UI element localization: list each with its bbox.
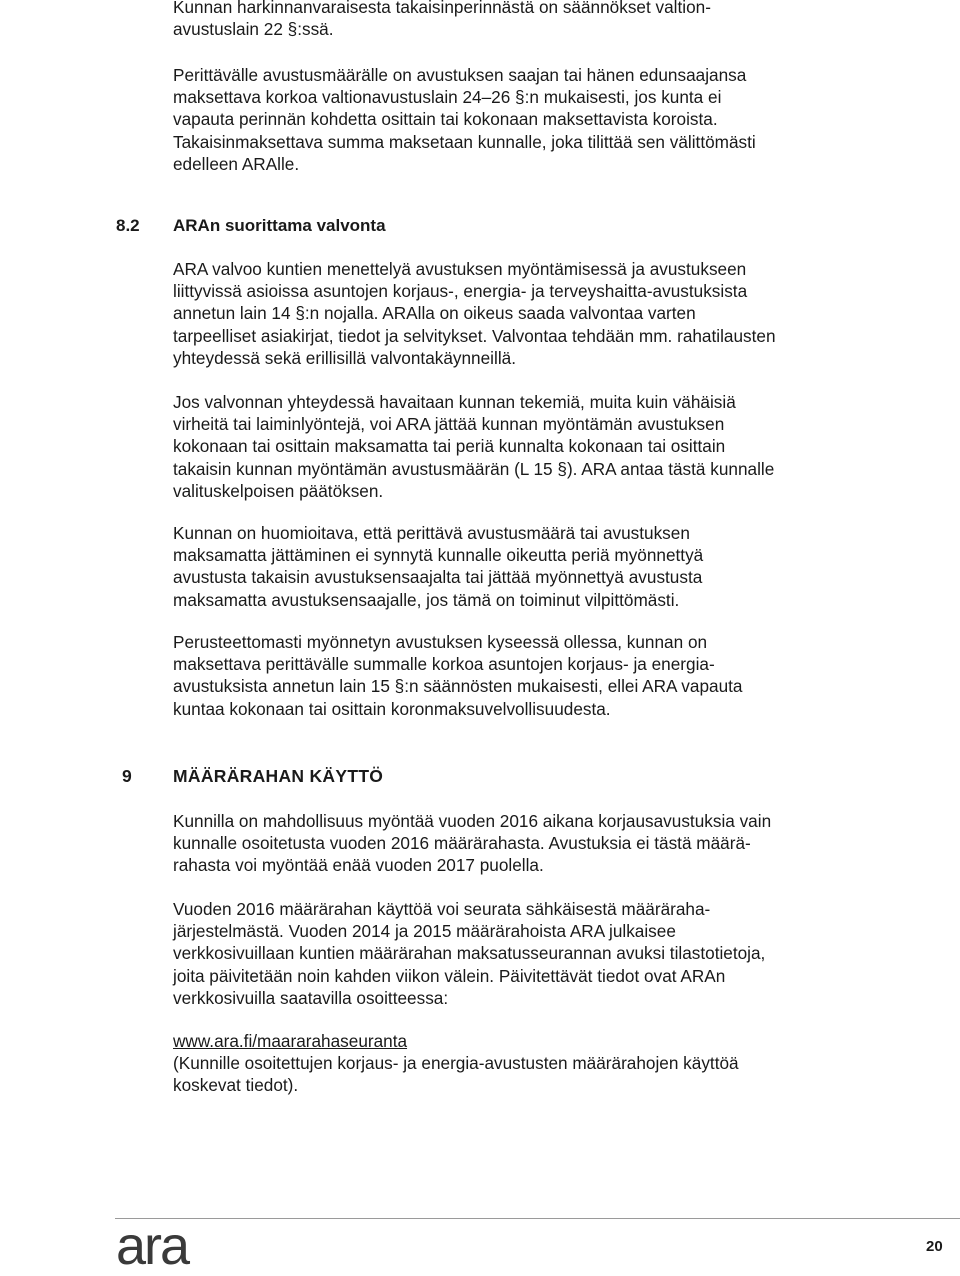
text-line: kuntaa kokonaan tai osittain koronmaksuvelvollisuudesta. — [173, 698, 611, 719]
text-line: Perittävälle avustusmäärälle on avustuksen saajan tai hänen edunsaajansa — [173, 65, 747, 85]
section-82-paragraph-4 — [173, 631, 873, 720]
section-heading: ARAn suorittama valvonta — [173, 216, 386, 235]
text-line: edelleen ARAlle. — [173, 153, 300, 174]
text-line: takaisin kunnan myöntämän avustusmäärän (L 15 §). ARA antaa tästä kunnalle — [173, 458, 775, 479]
text-line: kokonaan tai osittain maksamatta tai periä kunnalta kokonaan tai osittain — [173, 436, 726, 457]
section-82-paragraph-2 — [173, 391, 873, 502]
text-line: maksamatta jättäminen ei synnytä kunnalle oikeutta periä myönnettyä — [173, 545, 704, 566]
text-line: yhteydessä sekä erillisillä valvontakäynneillä. — [173, 347, 516, 368]
text-line: rahasta voi myöntää enää vuoden 2017 puolella. — [173, 855, 544, 876]
text-line: joita päivitetään noin kahden viikon välein. Päivitettävät tiedot ovat ARAn — [173, 965, 726, 986]
section-number: 9 — [122, 766, 132, 786]
maararahaseuranta-link[interactable]: www.ara.fi/maararahaseuranta — [173, 1031, 408, 1051]
footer-divider — [115, 1218, 960, 1219]
text-line: tarpeelliset asiakirjat, tiedot ja selvitykset. Valvontaa tehdään mm. rahatilausten — [173, 325, 776, 346]
text-line: Perusteettomasti myönnetyn avustuksen kyseessä ollessa, kunnan on — [173, 632, 708, 652]
text-line: järjestelmästä. Vuoden 2014 ja 2015 määrärahoista ARA julkaisee — [173, 921, 676, 942]
text-line: kunnalle osoitetusta vuoden 2016 määrärahasta. Avustuksia ei tästä määrä- — [173, 833, 751, 854]
text-line: ARA valvoo kuntien menettelyä avustuksen myöntämisessä ja avustukseen — [173, 259, 747, 279]
text-line: Jos valvonnan yhteydessä havaitaan kunnan tekemiä, muita kuin vähäisiä — [173, 392, 736, 412]
link-paragraph — [173, 1030, 873, 1097]
text-line: Takaisinmaksettava summa maksetaan kunnalle, joka tilittää sen välittömästi — [173, 131, 756, 152]
section-82-paragraph-1 — [173, 258, 873, 369]
text-line: annetun lain 14 §:n nojalla. ARAlla on oikeus saada valvontaa varten — [173, 303, 696, 324]
text-line: Kunnan on huomioitava, että perittävä avustusmäärä tai avustuksen — [173, 523, 690, 543]
text-line: avustuksista annetun lain 15 §:n säännösten mukaisesti, ellei ARA vapauta — [173, 676, 743, 697]
text-line: avustusta takaisin avustuksensaajalta tai jättää myönnettyä avustusta — [173, 567, 703, 588]
text-line: vapauta perinnän kohdetta osittain tai kokonaan maksettavista koroista. — [173, 109, 718, 130]
text-line: koskevat tiedot). — [173, 1075, 299, 1096]
ara-logo: ara — [116, 1216, 189, 1276]
text-line: Kunnilla on mahdollisuus myöntää vuoden 2016 aikana korjausavustuksia vain — [173, 811, 772, 831]
section-number: 8.2 — [116, 216, 140, 235]
text-line: liittyvissä asioissa asuntojen korjaus-, energia- ja terveyshaitta-avustuksista — [173, 281, 748, 302]
text-line: avustuslain 22 §:ssä. — [173, 19, 334, 40]
section-82-paragraph-3 — [173, 522, 873, 611]
text-line: maksamatta avustuksensaajalle, jos tämä on toiminut vilpittömästi. — [173, 589, 680, 610]
text-line: verkkosivuilla saatavilla osoitteessa: — [173, 987, 449, 1008]
page-number: 20 — [926, 1238, 943, 1255]
text-line: Kunnan harkinnanvaraisesta takaisinperinnästä on säännökset valtion- — [173, 0, 711, 17]
text-line: virheitä tai laiminlyöntejä, voi ARA jättää kunnan myöntämän avustuksen — [173, 414, 725, 435]
section-heading: MÄÄRÄRAHAN KÄYTTÖ — [173, 766, 384, 786]
interest-paragraph — [173, 64, 873, 175]
text-line: verkkosivuillaan kuntien määrärahan maksatusseurannan avuksi tilastotietoja, — [173, 943, 766, 964]
intro-paragraph — [173, 0, 873, 40]
section-9-paragraph-2 — [173, 898, 873, 1009]
text-line: Vuoden 2016 määrärahan käyttöä voi seurata sähkäisestä määräraha- — [173, 899, 711, 919]
text-line: valituskelpoisen päätöksen. — [173, 480, 384, 501]
text-line: maksettava korkoa valtionavustuslain 24–26 §:n mukaisesti, jos kunta ei — [173, 87, 722, 108]
text-line: (Kunnille osoitettujen korjaus- ja energia-avustusten määrärahojen käyttöä — [173, 1053, 739, 1074]
section-9-paragraph-1 — [173, 810, 873, 877]
text-line: maksettava perittävälle summalle korkoa asuntojen korjaus- ja energia- — [173, 654, 715, 675]
